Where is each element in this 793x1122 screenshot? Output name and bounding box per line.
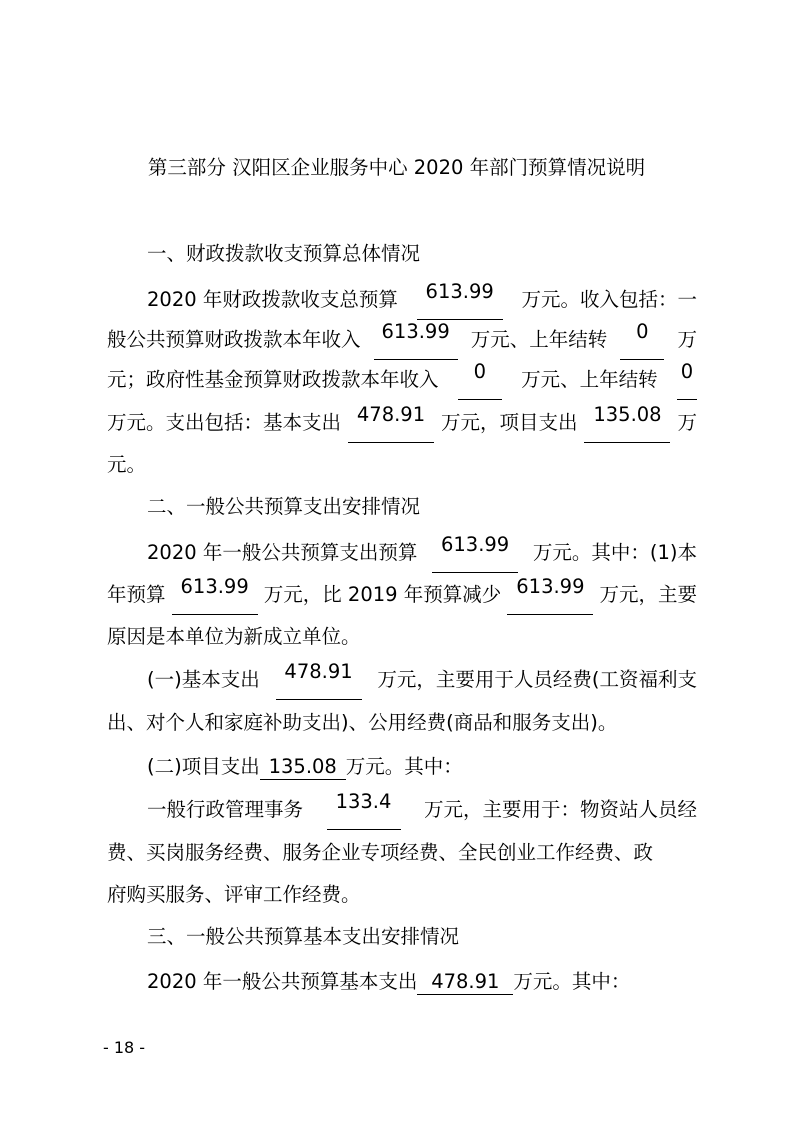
underlined-value: 133.4 xyxy=(327,790,401,830)
paragraph-line: 府购买服务、评审工作经费。 xyxy=(107,883,361,906)
underlined-value: 0 xyxy=(620,320,664,360)
text: 万元、上年结转 xyxy=(470,328,608,351)
text: 年预算 xyxy=(107,583,166,606)
text: 万 xyxy=(677,328,697,351)
text: 万 xyxy=(677,411,697,434)
text: 2020 年财政拨款收支总预算 xyxy=(147,288,398,311)
text: 般公共预算财政拨款本年收入 xyxy=(107,328,361,351)
text: 2020 年一般公共预算支出预算 xyxy=(147,541,418,564)
paragraph-line xyxy=(147,533,697,573)
underlined-value: 0 xyxy=(677,360,697,400)
text: 万元。支出包括：基本支出 xyxy=(107,411,342,434)
underlined-value: 478.91 xyxy=(348,403,434,443)
text: 万元。收入包括：一 xyxy=(521,288,697,311)
underlined-value: 613.99 xyxy=(507,575,593,615)
paragraph-line xyxy=(147,660,697,700)
section-heading-2: 二、一般公共预算支出安排情况 xyxy=(147,495,421,518)
text: 万元，主要用于：物资站人员经 xyxy=(423,798,697,821)
paragraph-line xyxy=(107,360,697,400)
section-heading-1: 一、财政拨款收支预算总体情况 xyxy=(147,242,421,265)
underlined-value: 613.99 xyxy=(417,280,503,320)
page-number: - 18 - xyxy=(103,1038,146,1057)
underlined-value: 613.99 xyxy=(374,320,458,360)
paragraph-line xyxy=(107,575,697,615)
text: (一)基本支出 xyxy=(147,668,260,691)
text: 元；政府性基金预算财政拨款本年收入 xyxy=(107,368,439,391)
text: 万元，比 2019 年预算减少 xyxy=(263,583,502,606)
text: 万元，主要 xyxy=(599,583,697,606)
underlined-value: 478.91 xyxy=(276,660,362,700)
underlined-value: 478.91 xyxy=(417,970,513,995)
underlined-value: 135.08 xyxy=(584,403,670,443)
text: (二)项目支出 xyxy=(147,755,260,778)
underlined-value: 613.99 xyxy=(172,575,258,615)
text: 万元。其中：(1)本 xyxy=(532,541,697,564)
paragraph-line xyxy=(147,280,697,320)
text: 一般行政管理事务 xyxy=(147,798,304,821)
text: 2020 年一般公共预算基本支出 xyxy=(147,970,418,993)
underlined-value: 613.99 xyxy=(432,533,518,573)
underlined-value: 135.08 xyxy=(260,755,346,780)
paragraph-line xyxy=(147,790,697,830)
paragraph-line xyxy=(147,747,463,787)
paragraph-line: 出、对个人和家庭补助支出)、公用经费(商品和服务支出)。 xyxy=(107,711,618,734)
paragraph-line xyxy=(107,320,697,360)
text: 万元。其中： xyxy=(345,755,463,778)
paragraph-line: 原因是本单位为新成立单位。 xyxy=(107,625,361,648)
paragraph-line: 费、买岗服务经费、服务企业专项经费、全民创业工作经费、政 xyxy=(107,841,654,864)
paragraph-line xyxy=(147,962,630,1002)
text: 万元、上年结转 xyxy=(521,368,658,391)
text: 万元，项目支出 xyxy=(440,411,578,434)
section-heading-3: 三、一般公共预算基本支出安排情况 xyxy=(147,925,460,948)
paragraph-line: 元。 xyxy=(107,453,147,476)
text: 万元。其中： xyxy=(513,970,631,993)
underlined-value: 0 xyxy=(458,360,502,400)
page-title: 第三部分 汉阳区企业服务中心 2020 年部门预算情况说明 xyxy=(147,156,646,179)
paragraph-line xyxy=(107,403,697,443)
text: 万元，主要用于人员经费(工资福利支 xyxy=(377,668,697,691)
